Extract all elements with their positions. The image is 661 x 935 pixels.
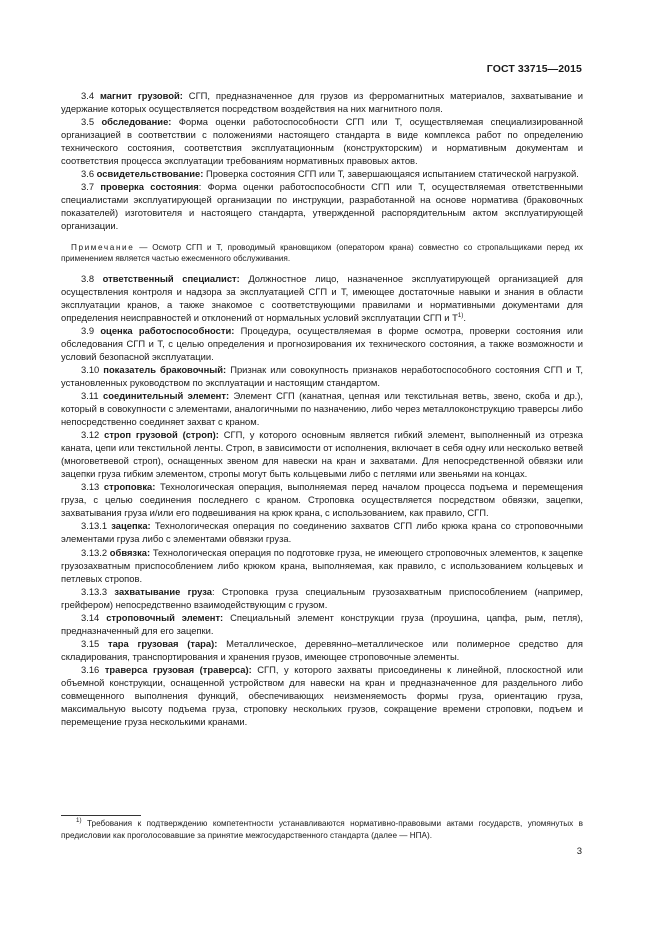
definition-paragraph bbox=[61, 389, 583, 428]
clause-number: 3.5 bbox=[81, 116, 95, 128]
clause-number: 3.4 bbox=[81, 90, 95, 101]
clause-number: 3.7 bbox=[81, 181, 95, 193]
footnote-mark: 1) bbox=[76, 817, 82, 824]
clause-number: 3.15 bbox=[81, 637, 100, 649]
page-number: 3 bbox=[576, 846, 582, 857]
definition-text: Форма оценки работоспособности СГП или Т, осуществляемая специализированной организацией в соответствии с положениями настоящего стандарта в виде комплекса работ по определению технического состояния, соответствия эксплуатационным (конструкторским) и нормативным документам и соответствия процесса эксплуатации требованиям нормативных правовых актов. bbox=[61, 116, 583, 167]
clause-number: 3.10 bbox=[81, 363, 100, 375]
definition-text: СГП, у которого основным является гибкий элемент, выполненный из отрезка каната, цепи или текстильной ленты. Строп, в зависимости от исполнения, включает в себя одну или несколько ветвей (многоветвевой строп), оснащенных звеном для навески на кран и захватами. Для непосредственной обвязки или зацепки груза гибким элементом, стропы могут быть кольцевыми либо с петлями или звеньями на концах. bbox=[61, 429, 583, 480]
definitions-block-1 bbox=[61, 89, 583, 233]
footnote bbox=[61, 818, 583, 841]
defined-term: строповка: bbox=[103, 481, 156, 493]
definition-text: Технологическая операция, выполняемая перед началом процесса подъема и перемещения груза, с целью соединения последнего с краном. Строповка осуществляется посредством обвязки, зацепки, захватывания груза и/или его подвешивания на крюк крана, с использованием, как правило, СГП. bbox=[61, 481, 583, 519]
defined-term: обследование: bbox=[101, 116, 172, 128]
definition-tail: . bbox=[463, 311, 466, 323]
note-text: — Осмотр СГП и Т, проводимый крановщиком (оператором крана) совместно со стропальщиками перед их применением является частью ежесменного обслуживания. bbox=[61, 242, 583, 264]
clause-number: 3.13 bbox=[81, 481, 100, 493]
standard-header: ГОСТ 33715—2015 bbox=[486, 63, 582, 75]
defined-term: соединительный элемент: bbox=[103, 389, 230, 401]
clause-number: 3.13.3 bbox=[81, 585, 108, 597]
footnote-divider bbox=[61, 815, 141, 816]
definition-paragraph bbox=[61, 324, 583, 363]
definition-paragraph bbox=[61, 637, 583, 663]
definition-paragraph bbox=[61, 180, 583, 232]
footnote-reference: 1) bbox=[457, 311, 464, 319]
clause-number: 3.9 bbox=[81, 324, 95, 336]
footnote-text: Требования к подтверждению компетентности устанавливаются нормативно-правовыми актами государств, упомянутых в предисловии как проголосовавшие за принятие межгосударственного стандарта (далее — НПА). bbox=[61, 819, 583, 840]
definition-paragraph bbox=[61, 363, 583, 389]
definition-paragraph bbox=[61, 428, 583, 480]
definition-paragraph bbox=[61, 585, 583, 611]
definition-paragraph bbox=[61, 115, 583, 167]
definition-paragraph bbox=[61, 546, 583, 585]
clause-number: 3.11 bbox=[81, 389, 99, 401]
clause-number: 3.12 bbox=[81, 429, 100, 441]
definition-text: : Строповка груза специальным грузозахватным приспособлением (например, грейфером) непосредственно взаимодействующим с грузом. bbox=[61, 585, 583, 610]
document-body bbox=[61, 89, 583, 728]
definition-paragraph bbox=[61, 519, 583, 545]
defined-term: строповочный элемент: bbox=[106, 611, 224, 623]
definition-text: Процедура, осуществляемая в форме осмотра, проверки состояния или обследования СГП и Т, с целью определения и прогнозирования их технического состояния, а также возможности и условий безопасной эксплуатации. bbox=[61, 324, 583, 362]
definition-paragraph bbox=[61, 480, 583, 519]
clause-number: 3.13.2 bbox=[81, 546, 108, 558]
definition-paragraph bbox=[61, 611, 583, 637]
definition-text: Элемент СГП (канатная, цепная или текстильная ветвь, звено, скоба и др.), который в совокупности с элементами, аналогичными по назначению, либо через металлоконструкцию траверсы либо непосредственно соединяет захват с краном. bbox=[61, 389, 584, 428]
definition-text: Проверка состояния СГП или Т, завершающаяся испытанием статической нагрузкой. bbox=[203, 168, 579, 180]
defined-term: освидетельствование: bbox=[96, 168, 204, 180]
definition-text: СГП, предназначенное для грузов из ферромагнитных материалов, захватывание и удержание которых осуществляется посредством воздействия на них магнитного поля. bbox=[61, 90, 583, 115]
definition-paragraph bbox=[61, 663, 583, 728]
clause-number: 3.6 bbox=[81, 168, 95, 180]
clause-number: 3.8 bbox=[81, 272, 95, 284]
definition-text: Технологическая операция по подготовке груза, не имеющего строповочных элементов, к зацепке грузозахватным приспособлением либо крюком крана, выполняемая, как правило, с использованием кольцевых и петлевых стропов. bbox=[61, 546, 583, 584]
definition-text: : Форма оценки работоспособности СГП или Т, осуществляемая ответственными специалистами эксплуатирующей организации по инструкции, разработанной на основе норматива (браковочных показателей) изготовителя и настоящего стандарта, утвержденной распорядительным актом эксплуатирующей организации. bbox=[61, 181, 583, 232]
definition-paragraph bbox=[61, 167, 583, 180]
definition-text: Признак или совокупность признаков неработоспособного состояния СГП и Т, установленных руководством по эксплуатации и настоящим стандартом. bbox=[61, 363, 583, 388]
defined-term: захватывание груза bbox=[114, 585, 212, 597]
definition-text: Технологическая операция по соединению захватов СГП либо крюка крана со строповочными элементами груза либо с элементами обвязки груза. bbox=[61, 520, 583, 545]
defined-term: проверка состояния bbox=[100, 181, 199, 193]
definition-paragraph bbox=[61, 272, 583, 324]
defined-term: тара грузовая (тара): bbox=[107, 637, 218, 649]
defined-term: траверса грузовая (траверса): bbox=[104, 663, 252, 675]
note-label: Примечание bbox=[71, 242, 135, 252]
clause-number: 3.14 bbox=[81, 611, 100, 623]
defined-term: обвязка: bbox=[109, 546, 151, 558]
definition-paragraph bbox=[61, 89, 583, 115]
defined-term: строп грузовой (строп): bbox=[104, 429, 219, 441]
clause-number: 3.16 bbox=[81, 663, 100, 675]
definitions-block-2 bbox=[61, 272, 583, 729]
defined-term: зацепка: bbox=[111, 520, 151, 532]
defined-term: показатель браковочный: bbox=[103, 363, 227, 375]
defined-term: магнит грузовой: bbox=[99, 90, 183, 101]
definition-text: Металлическое, деревянно–металлическое или полимерное средство для складирования, транспортирования и хранения грузов, имеющее строповочные элементы. bbox=[61, 637, 583, 662]
definition-text: Должностное лицо, назначенное эксплуатирующей организацией для осуществления контроля и надзора за эксплуатацией СГП и Т, имеющее достаточные навыки и знания в области эксплуатации кранов, а также знакомое с соответствующими правилами и нормативными документами для определения неисправностей и отклонений от нормальных условий эксплуатации СГП и Т bbox=[61, 272, 583, 323]
note bbox=[61, 242, 583, 265]
clause-number: 3.13.1 bbox=[81, 520, 108, 532]
defined-term: оценка работоспособности: bbox=[100, 324, 235, 336]
defined-term: ответственный специалист: bbox=[102, 272, 240, 284]
definition-text: Специальный элемент конструкции груза (проушина, цапфа, рым, петля), предназначенный для его зацепки. bbox=[61, 611, 583, 636]
definition-text: СГП, у которого захваты присоединены к линейной, плоскостной или объемной конструкции, оснащенной устройством для навески на кран и предназначенное для раздельного либо совмещенного выполнения функций, обеспечивающих неизменяемость формы груза, ориентацию груза, максимальную высоту подъема груза, строповку нескольких грузов, сокращение времени строповки, подъем и перемещение груза несколькими кранами. bbox=[61, 663, 583, 728]
